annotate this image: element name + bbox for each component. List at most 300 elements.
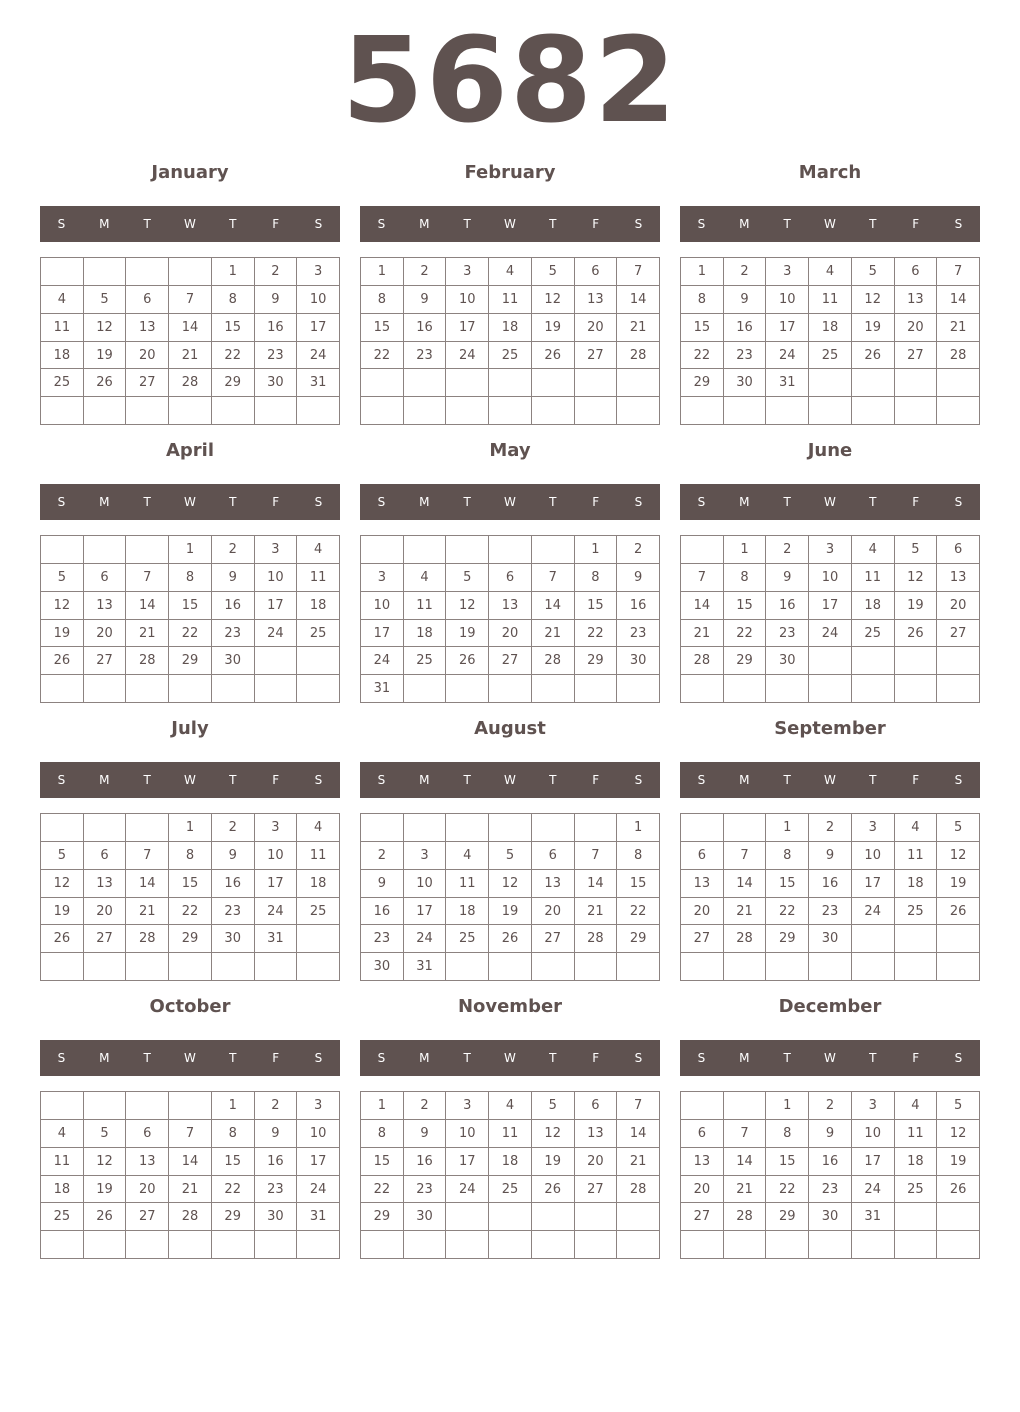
day-cell: 28 [169, 1203, 212, 1231]
day-cell: 27 [84, 925, 127, 953]
day-cell: 2 [617, 536, 660, 564]
month-name: March [798, 162, 862, 183]
weekday-label: W [504, 1051, 516, 1065]
weekday-header [680, 484, 980, 520]
day-cell: 7 [937, 258, 980, 286]
day-cell: 31 [361, 675, 404, 703]
empty-day-cell [41, 536, 84, 564]
empty-day-cell [809, 953, 852, 981]
empty-day-cell [937, 397, 980, 425]
day-cell: 12 [41, 870, 84, 898]
empty-day-cell [404, 369, 447, 397]
day-cell: 16 [212, 592, 255, 620]
day-cell: 30 [212, 925, 255, 953]
day-cell: 17 [361, 620, 404, 648]
weekday-header [40, 484, 340, 520]
day-cell: 28 [724, 1203, 767, 1231]
day-cell: 25 [895, 1176, 938, 1204]
day-cell: 26 [446, 647, 489, 675]
day-cell: 23 [404, 1176, 447, 1204]
day-cell: 1 [575, 536, 618, 564]
day-cell: 24 [446, 342, 489, 370]
day-cell: 10 [404, 870, 447, 898]
day-cell: 28 [681, 647, 724, 675]
day-cell: 19 [41, 898, 84, 926]
day-cell: 30 [361, 953, 404, 981]
day-cell: 30 [766, 647, 809, 675]
day-cell: 18 [41, 342, 84, 370]
month-name: May [489, 440, 531, 461]
day-cell: 12 [937, 842, 980, 870]
empty-day-cell [895, 369, 938, 397]
day-cell: 5 [532, 1092, 575, 1120]
weekday-label: S [57, 773, 66, 787]
day-cell: 14 [681, 592, 724, 620]
empty-day-cell [489, 1231, 532, 1259]
day-cell: 24 [255, 620, 298, 648]
day-cell: 20 [895, 314, 938, 342]
day-cell: 25 [489, 342, 532, 370]
day-cell: 24 [361, 647, 404, 675]
empty-day-cell [895, 953, 938, 981]
day-cell: 23 [766, 620, 809, 648]
empty-day-cell [169, 675, 212, 703]
day-cell: 25 [809, 342, 852, 370]
empty-day-cell [681, 1092, 724, 1120]
empty-day-cell [126, 675, 169, 703]
day-cell: 20 [937, 592, 980, 620]
day-cell: 11 [852, 564, 895, 592]
day-cell: 27 [895, 342, 938, 370]
weekday-header [40, 762, 340, 798]
day-cell: 8 [212, 286, 255, 314]
day-cell: 20 [575, 314, 618, 342]
empty-day-cell [169, 953, 212, 981]
weekday-label: S [57, 217, 66, 231]
day-cell: 11 [41, 1148, 84, 1176]
weekday-label: S [697, 217, 706, 231]
day-cell: 9 [809, 1120, 852, 1148]
empty-day-cell [41, 814, 84, 842]
day-cell: 4 [446, 842, 489, 870]
empty-day-cell [446, 536, 489, 564]
empty-day-cell [724, 397, 767, 425]
day-cell: 4 [852, 536, 895, 564]
empty-day-cell [852, 369, 895, 397]
empty-day-cell [41, 397, 84, 425]
day-cell: 31 [766, 369, 809, 397]
day-cell: 30 [617, 647, 660, 675]
day-cell: 26 [852, 342, 895, 370]
empty-day-cell [446, 953, 489, 981]
day-cell: 30 [724, 369, 767, 397]
empty-day-cell [575, 814, 618, 842]
day-cell: 18 [489, 1148, 532, 1176]
empty-day-cell [895, 1203, 938, 1231]
empty-day-cell [404, 536, 447, 564]
day-cell: 9 [404, 286, 447, 314]
day-cell: 16 [255, 1148, 298, 1176]
weekday-label: S [377, 217, 386, 231]
month-name: December [778, 996, 882, 1017]
day-cell: 13 [681, 870, 724, 898]
day-cell: 8 [361, 1120, 404, 1148]
day-cell: 21 [617, 314, 660, 342]
day-cell: 18 [404, 620, 447, 648]
day-cell: 15 [766, 1148, 809, 1176]
weekday-label: W [504, 217, 516, 231]
day-grid [40, 1091, 340, 1259]
empty-day-cell [852, 1231, 895, 1259]
empty-day-cell [297, 925, 340, 953]
day-cell: 25 [297, 898, 340, 926]
day-cell: 13 [575, 1120, 618, 1148]
day-cell: 21 [126, 898, 169, 926]
day-cell: 16 [404, 1148, 447, 1176]
day-cell: 18 [852, 592, 895, 620]
weekday-label: T [549, 773, 557, 787]
day-cell: 26 [489, 925, 532, 953]
weekday-label: M [419, 217, 430, 231]
weekday-label: T [229, 773, 237, 787]
day-cell: 26 [532, 342, 575, 370]
weekday-label: T [549, 1051, 557, 1065]
day-cell: 5 [489, 842, 532, 870]
empty-day-cell [84, 536, 127, 564]
day-cell: 25 [895, 898, 938, 926]
day-cell: 13 [575, 286, 618, 314]
empty-day-cell [361, 369, 404, 397]
day-cell: 6 [681, 842, 724, 870]
day-cell: 4 [41, 1120, 84, 1148]
day-cell: 8 [169, 564, 212, 592]
day-cell: 17 [255, 870, 298, 898]
day-cell: 31 [852, 1203, 895, 1231]
day-cell: 25 [446, 925, 489, 953]
day-cell: 30 [255, 1203, 298, 1231]
weekday-label: S [634, 773, 643, 787]
day-cell: 1 [212, 258, 255, 286]
day-cell: 19 [532, 1148, 575, 1176]
day-cell: 22 [169, 620, 212, 648]
day-cell: 29 [724, 647, 767, 675]
day-cell: 1 [617, 814, 660, 842]
day-cell: 15 [361, 314, 404, 342]
day-cell: 8 [169, 842, 212, 870]
day-cell: 29 [766, 925, 809, 953]
day-cell: 8 [361, 286, 404, 314]
day-cell: 10 [297, 1120, 340, 1148]
empty-day-cell [169, 1092, 212, 1120]
weekday-label: W [184, 217, 196, 231]
day-cell: 13 [126, 1148, 169, 1176]
day-cell: 7 [724, 1120, 767, 1148]
weekday-label: T [869, 1051, 877, 1065]
day-cell: 19 [446, 620, 489, 648]
day-cell: 27 [84, 647, 127, 675]
day-cell: 21 [169, 1176, 212, 1204]
day-cell: 8 [681, 286, 724, 314]
day-cell: 25 [41, 1203, 84, 1231]
day-cell: 26 [41, 647, 84, 675]
day-cell: 15 [575, 592, 618, 620]
day-cell: 3 [446, 1092, 489, 1120]
empty-day-cell [126, 1092, 169, 1120]
day-cell: 3 [297, 258, 340, 286]
empty-day-cell [532, 397, 575, 425]
day-cell: 28 [617, 342, 660, 370]
day-cell: 12 [446, 592, 489, 620]
day-cell: 4 [297, 814, 340, 842]
day-cell: 21 [617, 1148, 660, 1176]
weekday-label: F [592, 1051, 600, 1065]
weekday-label: M [739, 773, 750, 787]
day-cell: 8 [724, 564, 767, 592]
empty-day-cell [681, 953, 724, 981]
day-cell: 5 [532, 258, 575, 286]
day-cell: 2 [404, 1092, 447, 1120]
day-cell: 5 [84, 1120, 127, 1148]
empty-day-cell [852, 647, 895, 675]
day-cell: 29 [617, 925, 660, 953]
empty-day-cell [809, 369, 852, 397]
day-cell: 8 [766, 842, 809, 870]
day-cell: 18 [41, 1176, 84, 1204]
day-cell: 16 [361, 898, 404, 926]
day-cell: 3 [852, 814, 895, 842]
weekday-label: F [592, 217, 600, 231]
day-cell: 13 [895, 286, 938, 314]
empty-day-cell [446, 675, 489, 703]
empty-day-cell [404, 397, 447, 425]
day-cell: 15 [212, 1148, 255, 1176]
empty-day-cell [532, 814, 575, 842]
empty-day-cell [681, 814, 724, 842]
day-cell: 21 [532, 620, 575, 648]
day-cell: 22 [169, 898, 212, 926]
empty-day-cell [895, 647, 938, 675]
empty-day-cell [532, 369, 575, 397]
day-cell: 11 [404, 592, 447, 620]
day-cell: 10 [297, 286, 340, 314]
day-cell: 12 [84, 314, 127, 342]
day-cell: 2 [212, 536, 255, 564]
empty-day-cell [84, 953, 127, 981]
day-cell: 6 [84, 842, 127, 870]
weekday-label: W [824, 495, 836, 509]
empty-day-cell [895, 675, 938, 703]
day-cell: 7 [617, 258, 660, 286]
day-grid [680, 1091, 980, 1259]
day-cell: 7 [126, 842, 169, 870]
empty-day-cell [446, 369, 489, 397]
day-cell: 14 [126, 592, 169, 620]
weekday-label: M [739, 1051, 750, 1065]
day-cell: 27 [532, 925, 575, 953]
month-name: July [171, 718, 209, 739]
day-cell: 14 [532, 592, 575, 620]
day-cell: 20 [489, 620, 532, 648]
empty-day-cell [446, 1203, 489, 1231]
weekday-label: T [869, 217, 877, 231]
day-cell: 15 [361, 1148, 404, 1176]
day-cell: 8 [766, 1120, 809, 1148]
day-cell: 7 [724, 842, 767, 870]
day-cell: 18 [446, 898, 489, 926]
day-cell: 28 [617, 1176, 660, 1204]
day-cell: 31 [404, 953, 447, 981]
day-grid [360, 257, 660, 425]
day-cell: 25 [41, 369, 84, 397]
empty-day-cell [489, 1203, 532, 1231]
day-cell: 29 [212, 369, 255, 397]
weekday-label: F [592, 495, 600, 509]
empty-day-cell [84, 1231, 127, 1259]
weekday-label: M [99, 495, 110, 509]
day-cell: 1 [361, 1092, 404, 1120]
weekday-label: W [184, 773, 196, 787]
empty-day-cell [297, 1231, 340, 1259]
day-cell: 12 [532, 1120, 575, 1148]
empty-day-cell [297, 675, 340, 703]
day-cell: 15 [681, 314, 724, 342]
weekday-label: T [143, 495, 151, 509]
empty-day-cell [489, 536, 532, 564]
day-cell: 31 [297, 369, 340, 397]
day-cell: 15 [617, 870, 660, 898]
day-cell: 12 [489, 870, 532, 898]
day-cell: 9 [255, 286, 298, 314]
day-cell: 22 [361, 342, 404, 370]
day-cell: 14 [169, 314, 212, 342]
day-cell: 23 [809, 898, 852, 926]
day-cell: 28 [937, 342, 980, 370]
day-grid [680, 813, 980, 981]
day-cell: 19 [895, 592, 938, 620]
empty-day-cell [126, 536, 169, 564]
day-cell: 21 [724, 898, 767, 926]
empty-day-cell [446, 397, 489, 425]
day-cell: 22 [766, 1176, 809, 1204]
weekday-label: T [143, 773, 151, 787]
empty-day-cell [255, 397, 298, 425]
day-cell: 16 [766, 592, 809, 620]
day-cell: 9 [361, 870, 404, 898]
day-cell: 2 [724, 258, 767, 286]
day-cell: 24 [852, 1176, 895, 1204]
empty-day-cell [617, 397, 660, 425]
day-cell: 18 [895, 1148, 938, 1176]
day-cell: 3 [852, 1092, 895, 1120]
weekday-label: S [954, 773, 963, 787]
day-cell: 28 [169, 369, 212, 397]
weekday-label: S [377, 1051, 386, 1065]
day-cell: 10 [809, 564, 852, 592]
day-cell: 13 [681, 1148, 724, 1176]
day-cell: 27 [937, 620, 980, 648]
day-cell: 30 [404, 1203, 447, 1231]
empty-day-cell [255, 953, 298, 981]
day-cell: 7 [169, 1120, 212, 1148]
day-cell: 19 [41, 620, 84, 648]
day-cell: 11 [489, 286, 532, 314]
empty-day-cell [169, 1231, 212, 1259]
empty-day-cell [809, 1231, 852, 1259]
day-cell: 11 [895, 842, 938, 870]
empty-day-cell [852, 397, 895, 425]
empty-day-cell [724, 814, 767, 842]
day-cell: 9 [809, 842, 852, 870]
day-cell: 12 [41, 592, 84, 620]
day-cell: 6 [895, 258, 938, 286]
empty-day-cell [724, 1092, 767, 1120]
day-cell: 14 [617, 286, 660, 314]
day-cell: 9 [617, 564, 660, 592]
weekday-header [680, 762, 980, 798]
day-cell: 6 [532, 842, 575, 870]
empty-day-cell [212, 397, 255, 425]
day-cell: 26 [41, 925, 84, 953]
day-cell: 11 [41, 314, 84, 342]
empty-day-cell [126, 258, 169, 286]
day-cell: 28 [126, 925, 169, 953]
day-cell: 9 [404, 1120, 447, 1148]
weekday-label: T [229, 217, 237, 231]
day-cell: 2 [404, 258, 447, 286]
empty-day-cell [297, 953, 340, 981]
empty-day-cell [41, 258, 84, 286]
weekday-label: M [419, 773, 430, 787]
day-cell: 22 [212, 342, 255, 370]
day-cell: 23 [617, 620, 660, 648]
day-cell: 25 [489, 1176, 532, 1204]
empty-day-cell [681, 536, 724, 564]
day-cell: 8 [617, 842, 660, 870]
empty-day-cell [937, 647, 980, 675]
day-cell: 21 [575, 898, 618, 926]
day-cell: 7 [169, 286, 212, 314]
empty-day-cell [41, 1092, 84, 1120]
day-cell: 26 [937, 898, 980, 926]
day-cell: 4 [404, 564, 447, 592]
weekday-header [40, 1040, 340, 1076]
day-cell: 6 [84, 564, 127, 592]
empty-day-cell [937, 953, 980, 981]
day-cell: 22 [361, 1176, 404, 1204]
day-cell: 13 [126, 314, 169, 342]
weekday-header [360, 1040, 660, 1076]
day-cell: 24 [766, 342, 809, 370]
weekday-label: S [954, 217, 963, 231]
month-name: September [774, 718, 886, 739]
weekday-label: W [824, 217, 836, 231]
day-cell: 22 [681, 342, 724, 370]
weekday-label: M [739, 217, 750, 231]
day-cell: 1 [724, 536, 767, 564]
day-cell: 14 [724, 1148, 767, 1176]
day-cell: 23 [212, 620, 255, 648]
day-cell: 25 [297, 620, 340, 648]
day-cell: 18 [489, 314, 532, 342]
day-cell: 23 [404, 342, 447, 370]
day-cell: 24 [404, 925, 447, 953]
day-cell: 17 [766, 314, 809, 342]
weekday-label: F [912, 217, 920, 231]
day-cell: 2 [255, 258, 298, 286]
weekday-label: T [869, 773, 877, 787]
weekday-label: M [739, 495, 750, 509]
weekday-label: F [912, 495, 920, 509]
